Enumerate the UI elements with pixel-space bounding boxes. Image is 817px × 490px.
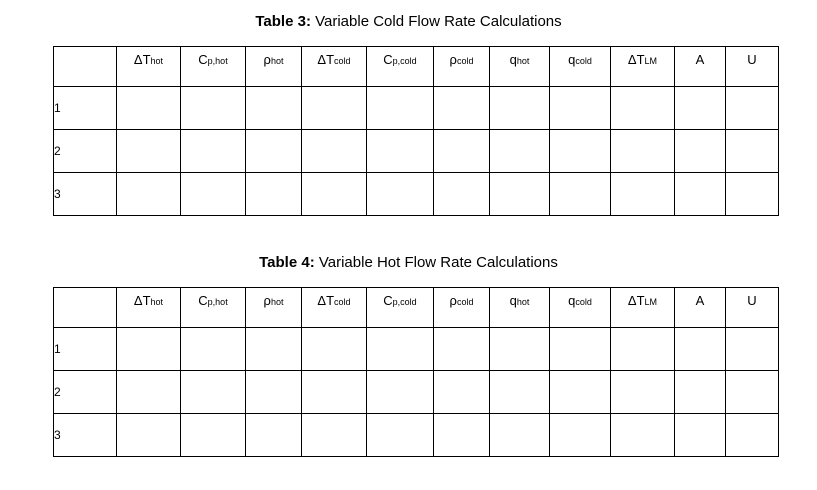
header-cell xyxy=(181,288,246,328)
header-cell xyxy=(675,288,726,328)
table-cell[interactable] xyxy=(117,173,181,216)
caption-text: Variable Cold Flow Rate Calculations xyxy=(310,13,562,30)
table-row xyxy=(54,130,779,173)
table-cell[interactable] xyxy=(611,371,675,414)
header-subscript: cold xyxy=(334,56,351,66)
table-cell[interactable] xyxy=(611,130,675,173)
header-symbol: C xyxy=(383,52,393,67)
table-cell[interactable] xyxy=(117,130,181,173)
table-cell[interactable] xyxy=(490,130,550,173)
header-cell xyxy=(611,288,675,328)
table-row xyxy=(54,371,779,414)
table-cell[interactable] xyxy=(117,87,181,130)
table-cell[interactable] xyxy=(302,414,367,457)
table-cell[interactable] xyxy=(490,173,550,216)
header-cell xyxy=(726,288,779,328)
table-cell[interactable] xyxy=(611,173,675,216)
table-cell[interactable] xyxy=(675,371,726,414)
row-number: 3 xyxy=(54,414,117,457)
header-cell xyxy=(490,47,550,87)
table-cell[interactable] xyxy=(726,173,779,216)
table-cell[interactable] xyxy=(246,130,302,173)
caption-text: Variable Hot Flow Rate Calculations xyxy=(314,254,558,271)
header-symbol: ΔT xyxy=(317,293,335,308)
header-cell xyxy=(246,288,302,328)
header-subscript: p,cold xyxy=(392,56,417,66)
table-cell[interactable] xyxy=(726,328,779,371)
header-subscript: hot xyxy=(516,297,530,307)
header-subscript: hot xyxy=(270,56,284,66)
table-cell[interactable] xyxy=(490,87,550,130)
header-symbol: C xyxy=(198,52,208,67)
table-cell[interactable] xyxy=(246,87,302,130)
row-number: 1 xyxy=(54,87,117,130)
table-cell[interactable] xyxy=(181,328,246,371)
header-subscript: cold xyxy=(456,297,474,307)
table-cell[interactable] xyxy=(550,173,611,216)
header-symbol: q xyxy=(568,293,576,308)
table-cell[interactable] xyxy=(550,328,611,371)
table-cell[interactable] xyxy=(726,87,779,130)
table-cell[interactable] xyxy=(726,130,779,173)
header-symbol: C xyxy=(198,293,208,308)
header-cell xyxy=(54,47,117,87)
header-symbol: q xyxy=(568,52,576,67)
caption-label: Table 3: xyxy=(255,13,311,30)
table-cell[interactable] xyxy=(367,87,434,130)
header-cell xyxy=(490,288,550,328)
table-cell[interactable] xyxy=(550,371,611,414)
table-cell[interactable] xyxy=(550,87,611,130)
header-symbol: A xyxy=(695,52,705,67)
table-4 xyxy=(53,287,779,457)
table-cell[interactable] xyxy=(490,414,550,457)
table-cell[interactable] xyxy=(434,173,490,216)
table-cell[interactable] xyxy=(367,328,434,371)
table-cell[interactable] xyxy=(675,173,726,216)
table-cell[interactable] xyxy=(611,328,675,371)
header-symbol: A xyxy=(695,293,705,308)
header-cell xyxy=(367,288,434,328)
header-row xyxy=(54,288,779,328)
table-cell[interactable] xyxy=(611,414,675,457)
table-cell[interactable] xyxy=(434,371,490,414)
header-subscript: cold xyxy=(334,297,351,307)
header-symbol: q xyxy=(509,293,517,308)
row-number: 2 xyxy=(54,130,117,173)
table-cell[interactable] xyxy=(490,328,550,371)
table-cell[interactable] xyxy=(434,414,490,457)
header-symbol: ΔT xyxy=(627,293,645,308)
header-cell xyxy=(181,47,246,87)
row-number: 2 xyxy=(54,371,117,414)
header-cell xyxy=(434,288,490,328)
header-cell xyxy=(367,47,434,87)
table-cell[interactable] xyxy=(181,173,246,216)
table-cell[interactable] xyxy=(302,328,367,371)
table-cell[interactable] xyxy=(117,414,181,457)
table-cell[interactable] xyxy=(181,87,246,130)
table-cell[interactable] xyxy=(246,173,302,216)
header-subscript: hot xyxy=(516,56,530,66)
header-symbol: q xyxy=(509,52,517,67)
table-cell[interactable] xyxy=(302,87,367,130)
header-symbol: ρ xyxy=(449,293,457,308)
header-symbol: ΔT xyxy=(133,293,151,308)
header-symbol: C xyxy=(383,293,393,308)
header-subscript: LM xyxy=(644,297,658,307)
table-cell[interactable] xyxy=(246,328,302,371)
header-subscript: LM xyxy=(644,56,658,66)
table-cell[interactable] xyxy=(675,130,726,173)
header-cell xyxy=(302,288,367,328)
table-row xyxy=(54,414,779,457)
table-cell[interactable] xyxy=(726,371,779,414)
table-cell[interactable] xyxy=(367,173,434,216)
table-cell[interactable] xyxy=(117,371,181,414)
table-cell[interactable] xyxy=(611,87,675,130)
table-cell[interactable] xyxy=(302,130,367,173)
header-cell xyxy=(726,47,779,87)
header-cell xyxy=(117,288,181,328)
table-cell[interactable] xyxy=(302,173,367,216)
header-row xyxy=(54,47,779,87)
table-cell[interactable] xyxy=(490,371,550,414)
header-cell xyxy=(550,288,611,328)
table-cell[interactable] xyxy=(246,371,302,414)
table-cell[interactable] xyxy=(302,371,367,414)
header-subscript: hot xyxy=(270,297,284,307)
header-cell xyxy=(675,47,726,87)
table-cell[interactable] xyxy=(181,414,246,457)
table-cell[interactable] xyxy=(434,87,490,130)
table-cell[interactable] xyxy=(246,414,302,457)
header-cell xyxy=(434,47,490,87)
header-subscript: cold xyxy=(575,297,592,307)
header-symbol: ΔT xyxy=(317,52,335,67)
table-cell[interactable] xyxy=(434,328,490,371)
table-3-caption xyxy=(0,13,817,30)
table-cell[interactable] xyxy=(675,414,726,457)
table-3 xyxy=(53,46,779,216)
table-cell[interactable] xyxy=(181,371,246,414)
header-subscript: hot xyxy=(150,56,164,66)
header-symbol: ΔT xyxy=(133,52,151,67)
table-cell[interactable] xyxy=(675,87,726,130)
header-subscript: p,hot xyxy=(207,297,228,307)
header-subscript: cold xyxy=(456,56,474,66)
table-cell[interactable] xyxy=(675,328,726,371)
table-row xyxy=(54,328,779,371)
header-cell xyxy=(550,47,611,87)
header-subscript: cold xyxy=(575,56,592,66)
table-row xyxy=(54,173,779,216)
table-cell[interactable] xyxy=(367,371,434,414)
header-symbol: ΔT xyxy=(627,52,645,67)
header-symbol: ρ xyxy=(263,52,271,67)
table-cell[interactable] xyxy=(117,328,181,371)
header-cell xyxy=(302,47,367,87)
header-symbol: ρ xyxy=(263,293,271,308)
table-cell[interactable] xyxy=(434,130,490,173)
table-cell[interactable] xyxy=(726,414,779,457)
table-row xyxy=(54,87,779,130)
table-cell[interactable] xyxy=(550,130,611,173)
table-cell[interactable] xyxy=(367,130,434,173)
header-cell xyxy=(611,47,675,87)
table-cell[interactable] xyxy=(550,414,611,457)
header-symbol: U xyxy=(747,52,757,67)
header-cell xyxy=(246,47,302,87)
row-number: 3 xyxy=(54,173,117,216)
header-symbol: U xyxy=(747,293,757,308)
caption-label: Table 4: xyxy=(259,254,315,271)
header-subscript: hot xyxy=(150,297,164,307)
table-cell[interactable] xyxy=(181,130,246,173)
table-4-caption xyxy=(0,254,817,271)
header-subscript: p,cold xyxy=(392,297,417,307)
header-cell xyxy=(54,288,117,328)
header-cell xyxy=(117,47,181,87)
header-symbol: ρ xyxy=(449,52,457,67)
header-subscript: p,hot xyxy=(207,56,228,66)
table-cell[interactable] xyxy=(367,414,434,457)
row-number: 1 xyxy=(54,328,117,371)
